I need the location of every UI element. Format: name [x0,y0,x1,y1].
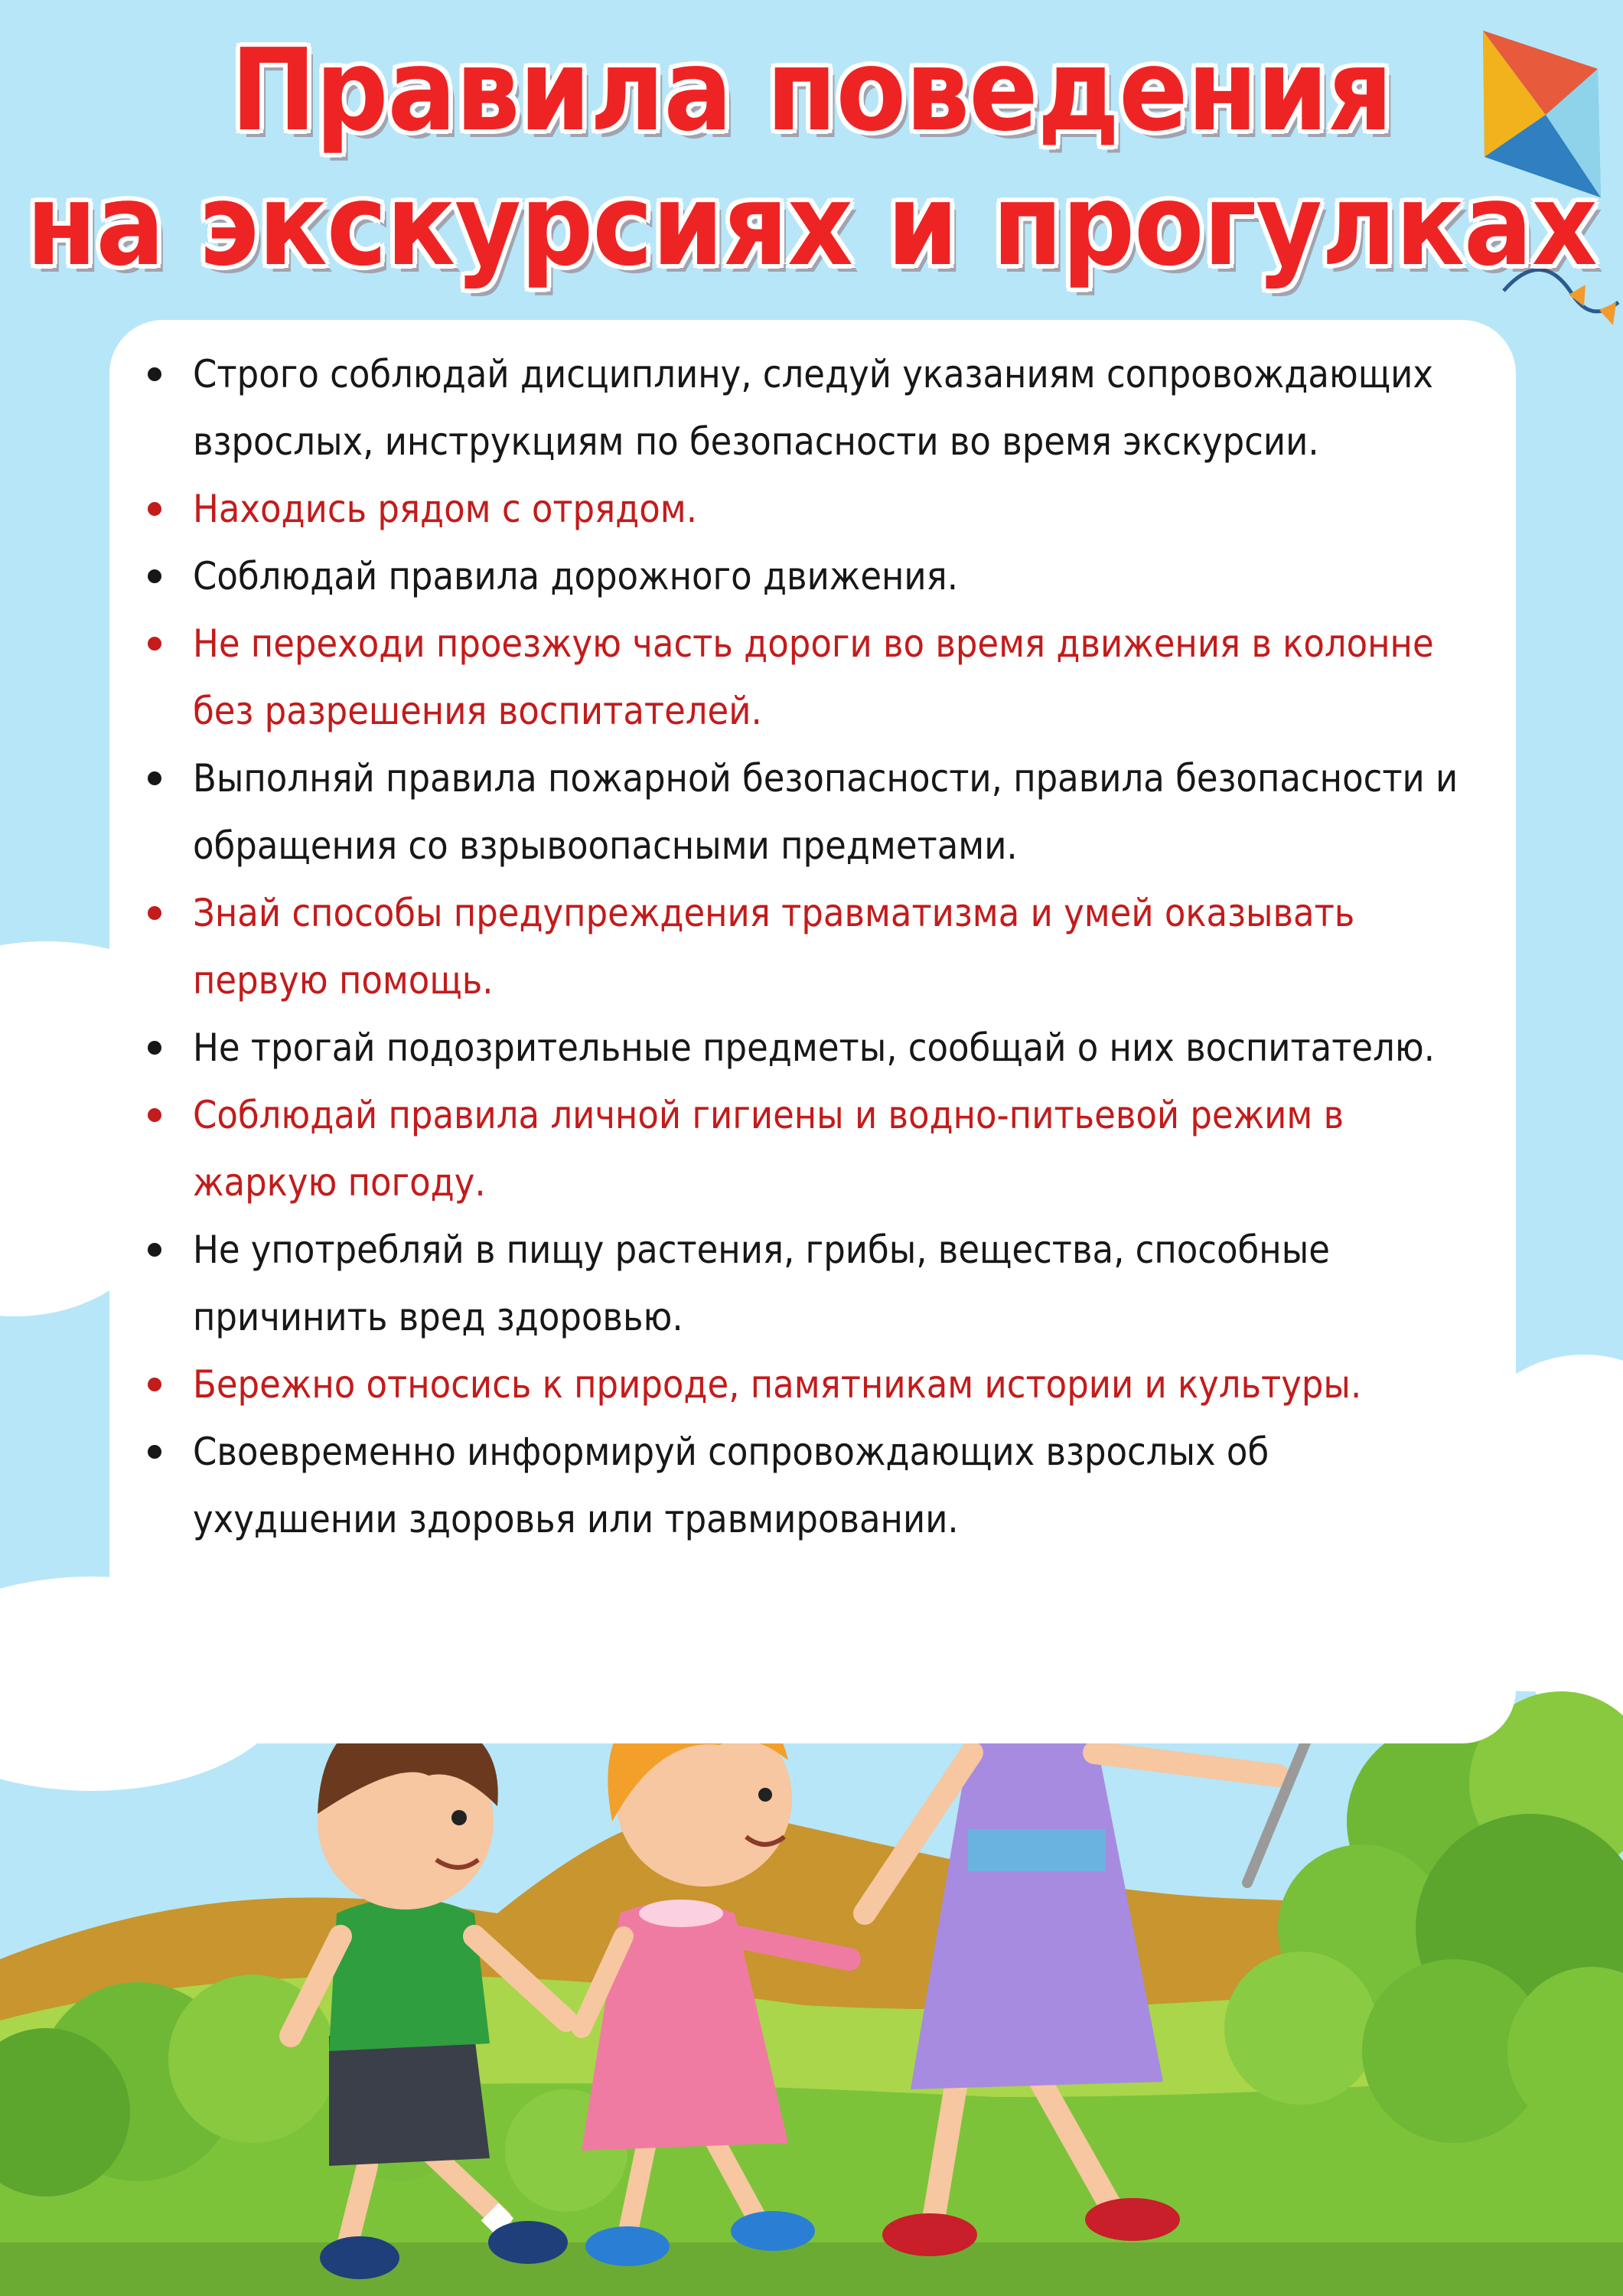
rule-item: Знай способы предупреждения травматизма и умей оказывать первую помощь. [134,879,1481,1014]
title-line-1: Правила поведения [230,24,1393,156]
rule-item: Не употребляй в пищу растения, грибы, вещества, способные причинить вред здоровью. [134,1216,1481,1351]
page-title [0,23,1623,292]
rule-item: Строго соблюдай дисциплину, следуй указаниям сопровождающих взрослых, инструкциям по безопасности во время экскурсии. [134,341,1481,475]
rule-item: Не переходи проезжую часть дороги во время движения в колонне без разрешения воспитателей. [134,610,1481,745]
title-line-2: на экскурсиях и прогулках [26,159,1597,291]
rules-list [134,341,1481,1553]
rule-item: Бережно относись к природе, памятникам истории и культуры. [134,1351,1481,1418]
rule-item: Соблюдай правила дорожного движения. [134,543,1481,610]
rule-item: Находись рядом с отрядом. [134,475,1481,543]
rule-item: Не трогай подозрительные предметы, сообщай о них воспитателю. [134,1014,1481,1081]
rule-item: Своевременно информируй сопровождающих взрослых об ухудшении здоровья или травмировании. [134,1418,1481,1553]
rule-item: Выполняй правила пожарной безопасности, правила безопасности и обращения со взрывоопасными предметами. [134,745,1481,879]
rule-item: Соблюдай правила личной гигиены и водно-питьевой режим в жаркую погоду. [134,1081,1481,1216]
